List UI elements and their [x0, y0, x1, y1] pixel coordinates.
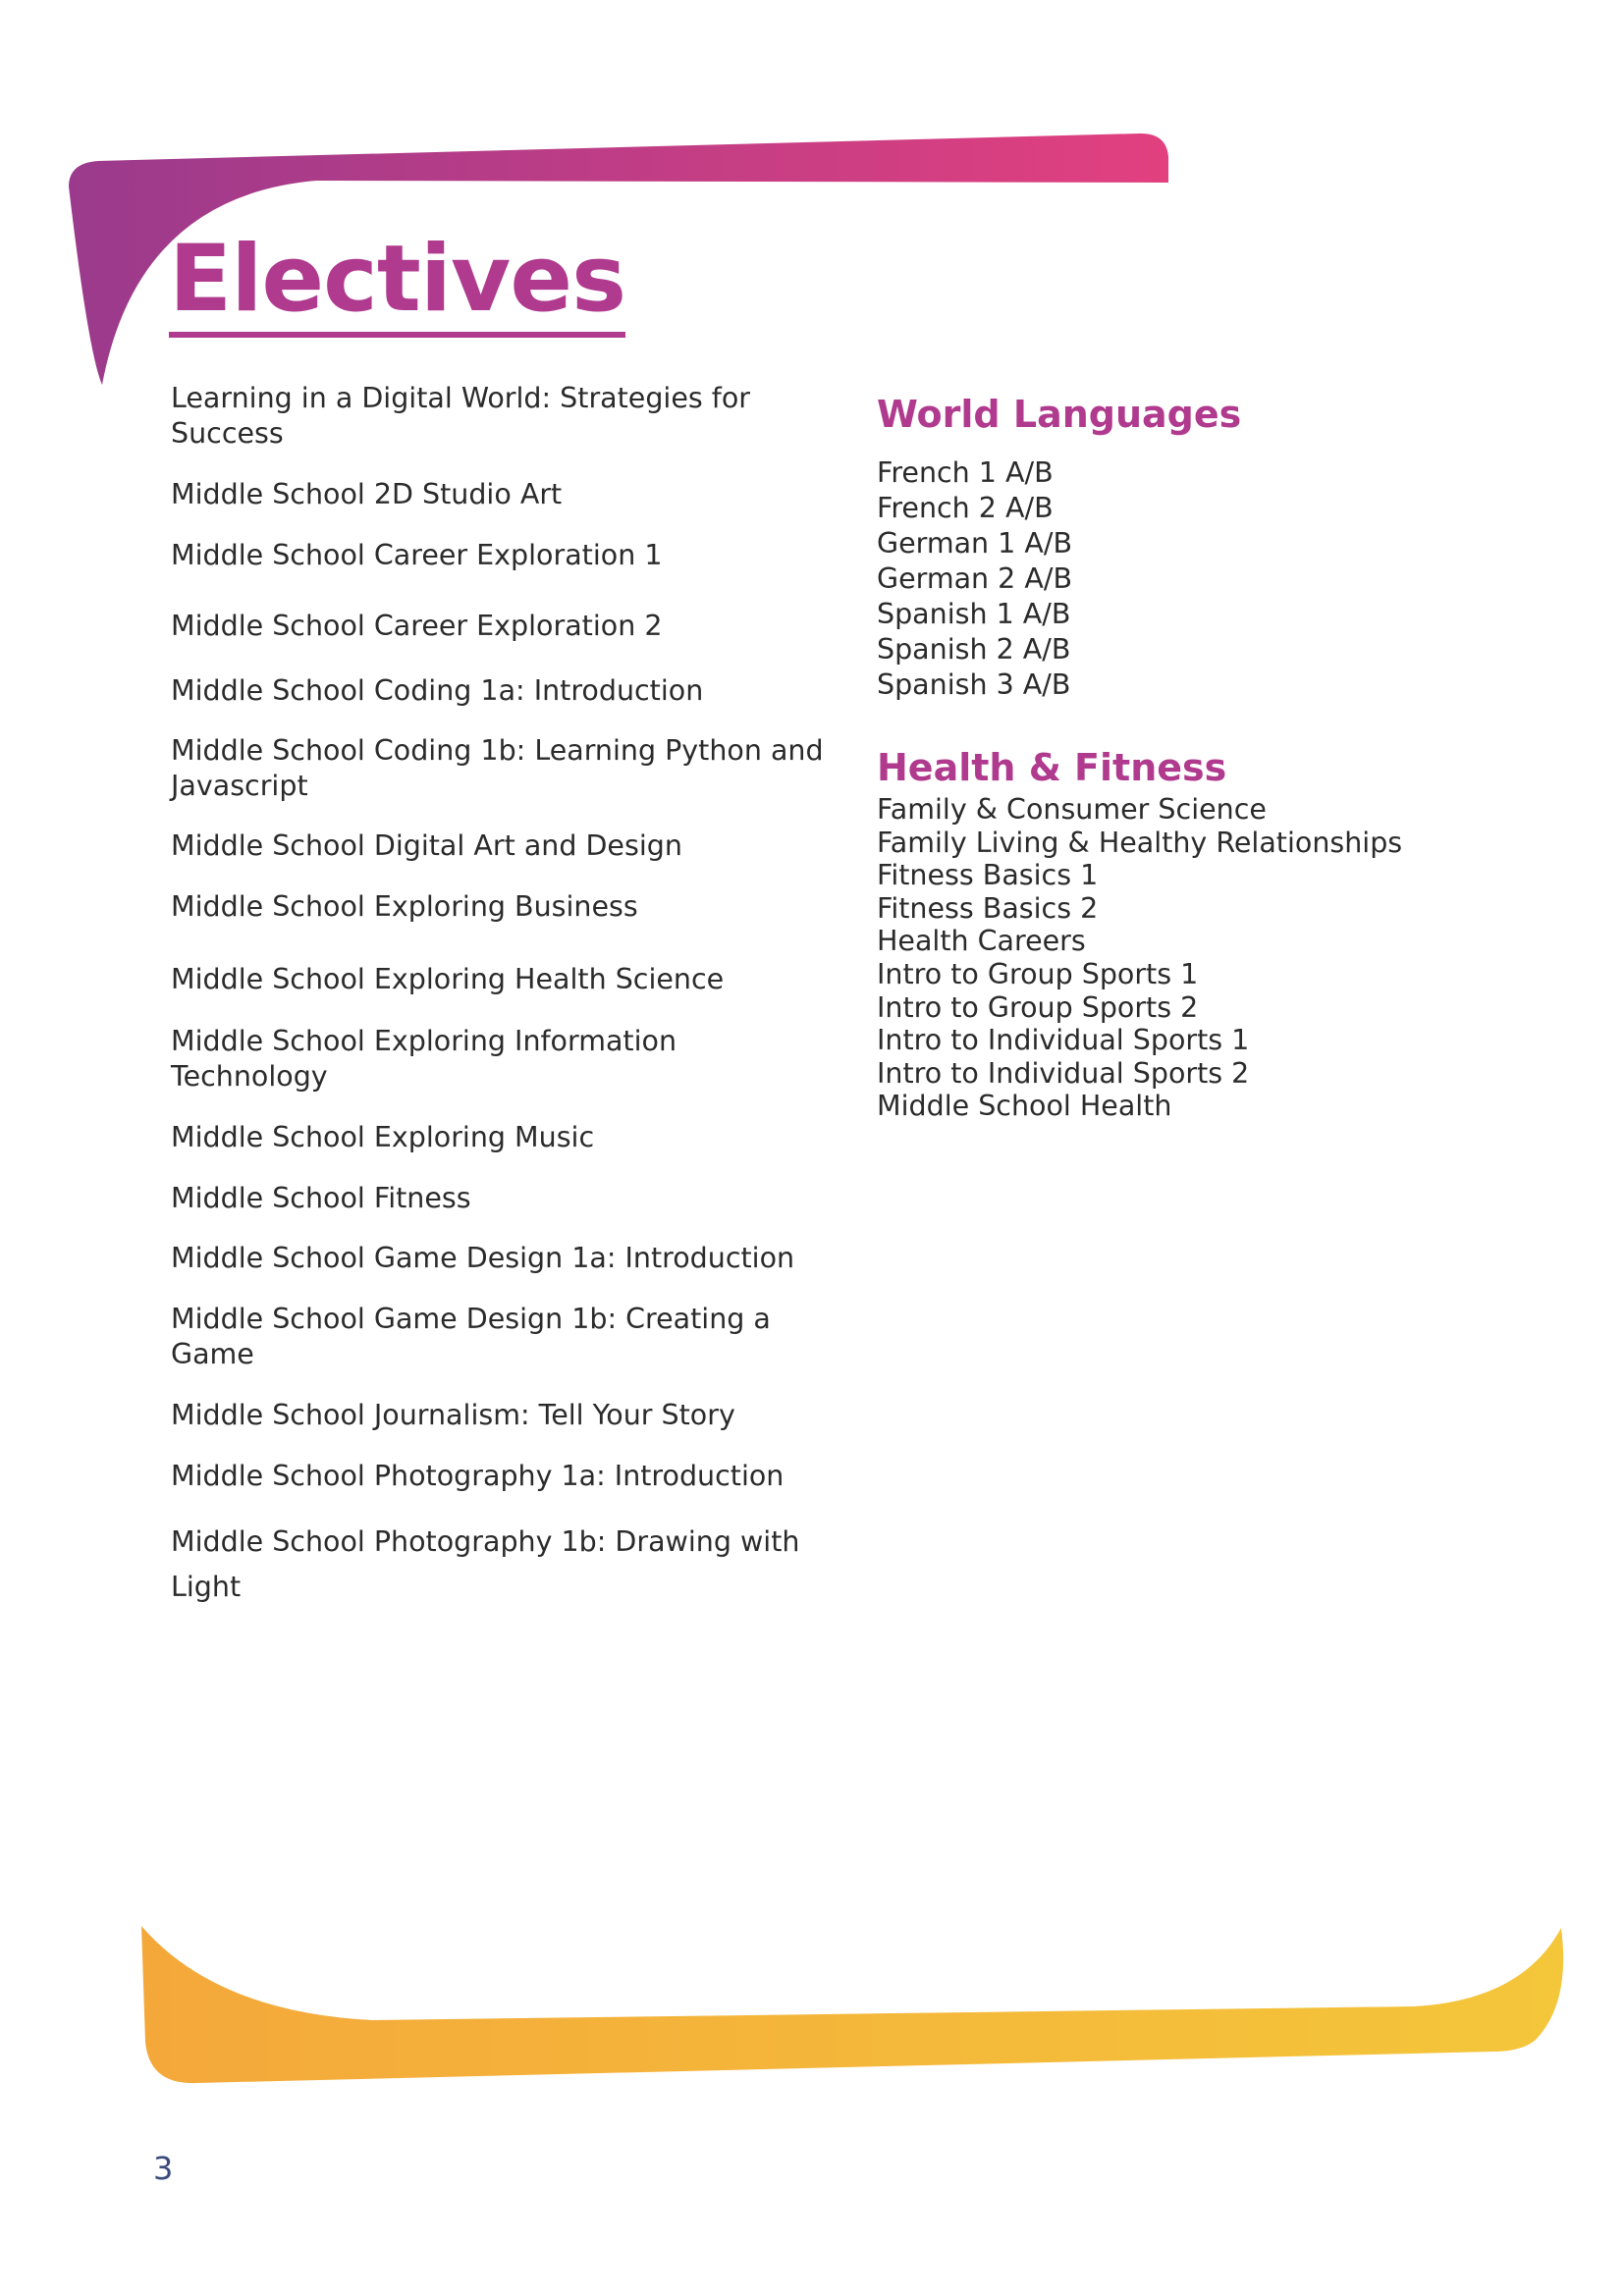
world-languages-heading: World Languages: [877, 393, 1242, 436]
elective-item: Middle School Exploring Business: [171, 890, 638, 923]
language-course: Spanish 1 A/B: [877, 598, 1071, 630]
fitness-course: Middle School Health: [877, 1090, 1172, 1123]
elective-item: Middle School Game Design 1b: Creating a Game: [171, 1303, 771, 1370]
elective-item: Middle School Journalism: Tell Your Story: [171, 1399, 735, 1431]
language-course: French 1 A/B: [877, 456, 1054, 489]
fitness-course: Fitness Basics 2: [877, 891, 1099, 925]
fitness-course: Family & Consumer Science: [877, 793, 1267, 826]
language-course: Spanish 3 A/B: [877, 668, 1071, 701]
elective-item: Middle School Fitness: [171, 1182, 471, 1214]
elective-item: Middle School Coding 1a: Introduction: [171, 674, 704, 707]
language-course: French 2 A/B: [877, 492, 1054, 524]
fitness-course: Intro to Individual Sports 1: [877, 1024, 1250, 1057]
fitness-course: Intro to Group Sports 2: [877, 990, 1199, 1024]
fitness-course: Fitness Basics 1: [877, 859, 1099, 892]
page-number: 3: [153, 2150, 174, 2187]
health-fitness-heading: Health & Fitness: [877, 746, 1227, 789]
top-banner-swoosh: [0, 0, 1624, 412]
page-title: Electives: [169, 234, 625, 338]
elective-item: Middle School Career Exploration 2: [171, 610, 663, 642]
fitness-course: Intro to Individual Sports 2: [877, 1056, 1250, 1090]
world-languages-list: [877, 455, 1072, 703]
language-course: German 2 A/B: [877, 562, 1073, 595]
elective-item: Learning in a Digital World: Strategies for Success: [171, 382, 750, 450]
language-course: German 1 A/B: [877, 527, 1073, 560]
fitness-course: Health Careers: [877, 925, 1086, 958]
elective-item: Middle School Photography 1b: Drawing with Light: [171, 1525, 800, 1603]
fitness-course: Intro to Group Sports 1: [877, 957, 1199, 990]
language-course: Spanish 2 A/B: [877, 633, 1071, 666]
elective-item: Middle School Exploring Information Technology: [171, 1025, 677, 1093]
elective-item: Middle School Coding 1b: Learning Python and Javascript: [171, 734, 824, 802]
fitness-course: Family Living & Healthy Relationships: [877, 826, 1403, 859]
elective-item: Middle School Career Exploration 1: [171, 539, 663, 571]
elective-item: Middle School Exploring Health Science: [171, 963, 725, 995]
elective-item: Middle School Digital Art and Design: [171, 829, 682, 862]
elective-item: Middle School 2D Studio Art: [171, 478, 563, 510]
elective-item: Middle School Game Design 1a: Introduction: [171, 1242, 795, 1274]
elective-item: Middle School Exploring Music: [171, 1121, 595, 1153]
bottom-banner-swoosh: [0, 1895, 1624, 2091]
elective-item: Middle School Photography 1a: Introduction: [171, 1460, 785, 1492]
health-fitness-list: [877, 793, 1402, 1123]
